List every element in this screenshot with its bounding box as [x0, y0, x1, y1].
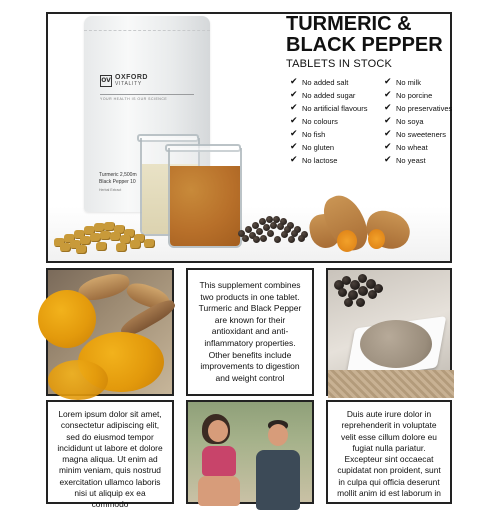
- product-title: [286, 14, 443, 56]
- check-icon: ✔: [384, 90, 392, 100]
- feature-item: [384, 154, 452, 167]
- runner-head: [268, 424, 288, 446]
- tablet: [76, 245, 87, 254]
- lorem-text-left: Lorem ipsum dolor sit amet, consectetur adipiscing elit, sed do eiusmod tempor incididunt ut labore et dolore magna aliqua. Ut enim ad minim veniam, quis nostrud exercitation ullamco laboris nisi ut aliquip ex ea commodo: [57, 409, 163, 510]
- peppercorn: [344, 298, 353, 307]
- brand-mark-icon: OV: [100, 75, 112, 87]
- feature-item: [384, 76, 452, 89]
- description-text: This supplement combines two products in one tablet. Turmeric and Black Pepper are known for their antioxidant and anti-inflammatory properties. Other benefits include improvements to digestion and weight control: [198, 280, 302, 383]
- feature-label: No added sugar: [302, 91, 356, 100]
- peppercorns-pile: [236, 204, 312, 244]
- check-icon: ✔: [384, 155, 392, 165]
- tablet: [116, 243, 127, 252]
- beaker-fill-turmeric: [170, 166, 240, 246]
- brand-logo: [100, 74, 148, 87]
- pouch-label-line2: Black Pepper 10: [99, 179, 136, 185]
- feature-label: No sweeteners: [396, 130, 447, 139]
- brand-name-sub: VITALITY: [115, 81, 142, 87]
- product-title-line1: TURMERIC &: [286, 13, 412, 35]
- feature-label: No preservatives: [396, 104, 453, 113]
- pouch-seal: [84, 16, 210, 31]
- feature-item: [290, 128, 367, 141]
- feature-label: No soya: [396, 117, 424, 126]
- check-icon: ✔: [290, 90, 298, 100]
- peppercorn: [270, 222, 277, 229]
- burlap-sack: [328, 370, 454, 398]
- ground-pepper-powder: [360, 320, 432, 368]
- check-icon: ✔: [290, 103, 298, 113]
- runner-woman: [196, 410, 246, 510]
- turmeric-spoon-photo: [46, 268, 174, 396]
- feature-item: [290, 154, 367, 167]
- feature-item: [384, 141, 452, 154]
- pouch-label-line1: Turmeric 2,500m: [99, 172, 137, 178]
- tablet: [96, 242, 107, 251]
- product-subtitle: TABLETS IN STOCK: [286, 58, 393, 70]
- feature-item: [384, 115, 452, 128]
- product-hero-panel: [46, 12, 452, 263]
- peppercorn: [277, 223, 284, 230]
- check-icon: ✔: [384, 129, 392, 139]
- features-list-left: [290, 76, 367, 167]
- peppercorn: [356, 298, 365, 307]
- feature-label: No gluten: [302, 143, 335, 152]
- peppercorn: [288, 236, 295, 243]
- runners-photo: [186, 400, 314, 504]
- peppercorn: [267, 230, 274, 237]
- lorem-card-left: [46, 400, 174, 510]
- check-icon: ✔: [384, 142, 392, 152]
- feature-label: No lactose: [302, 156, 338, 165]
- ground-pepper-photo: [326, 268, 452, 396]
- peppercorn: [368, 290, 377, 299]
- peppercorn: [298, 235, 305, 242]
- tablet: [144, 239, 155, 248]
- feature-label: No artificial flavours: [302, 104, 368, 113]
- peppercorn: [242, 235, 249, 242]
- check-icon: ✔: [384, 116, 392, 126]
- runner-man: [246, 420, 306, 510]
- check-icon: ✔: [290, 142, 298, 152]
- check-icon: ✔: [384, 77, 392, 87]
- feature-item: [290, 141, 367, 154]
- runner-top: [202, 446, 236, 476]
- peppercorn: [253, 236, 260, 243]
- peppercorn: [256, 228, 263, 235]
- peppercorn: [358, 286, 368, 296]
- tablet: [130, 240, 141, 249]
- feature-item: [290, 76, 367, 89]
- peppercorn: [274, 236, 281, 243]
- lorem-card-right: [326, 400, 452, 504]
- feature-label: No added salt: [302, 78, 349, 87]
- turmeric-root-cut: [337, 230, 357, 252]
- brand-name: OXFORD: [115, 74, 148, 81]
- feature-item: [290, 102, 367, 115]
- brand-tagline: YOUR HEALTH IS OUR SCIENCE: [100, 97, 168, 101]
- feature-item: [290, 89, 367, 102]
- feature-label: No colours: [302, 117, 338, 126]
- lorem-text-right: Duis aute irure dolor in reprehenderit in voluptate velit esse cillum dolore eu fugiat nulla pariatur. Excepteur sint occaecat cupidatat non proident, sunt in culpa qui officia deserunt mollit anim id est laborum in: [337, 409, 441, 499]
- turmeric-powder-heap: [38, 290, 96, 348]
- check-icon: ✔: [290, 129, 298, 139]
- feature-label: No yeast: [396, 156, 426, 165]
- product-title-line2: BLACK PEPPER: [286, 34, 443, 56]
- pouch-divider: [100, 94, 194, 95]
- beaker-turmeric-powder: [168, 148, 242, 248]
- feature-label: No wheat: [396, 143, 428, 152]
- check-icon: ✔: [384, 103, 392, 113]
- turmeric-powder-spill: [48, 360, 108, 400]
- runner-head: [208, 420, 228, 442]
- check-icon: ✔: [290, 77, 298, 87]
- check-icon: ✔: [290, 116, 298, 126]
- check-icon: ✔: [290, 155, 298, 165]
- description-card: [186, 268, 314, 396]
- pouch-label: [99, 172, 137, 186]
- feature-label: No fish: [302, 130, 326, 139]
- feature-item: [384, 102, 452, 115]
- peppercorn: [338, 288, 347, 297]
- runner-shirt: [256, 450, 300, 510]
- pouch-label-small: Herbal Extract: [99, 188, 122, 192]
- peppercorn: [260, 235, 267, 242]
- feature-item: [384, 128, 452, 141]
- runner-arms: [198, 476, 240, 506]
- feature-label: No porcine: [396, 91, 433, 100]
- feature-item: [290, 115, 367, 128]
- feature-label: No milk: [396, 78, 422, 87]
- tablets-pile: [50, 220, 158, 254]
- turmeric-root-cut: [368, 229, 385, 249]
- features-list-right: [384, 76, 452, 167]
- feature-item: [384, 89, 452, 102]
- peppercorn: [281, 231, 288, 238]
